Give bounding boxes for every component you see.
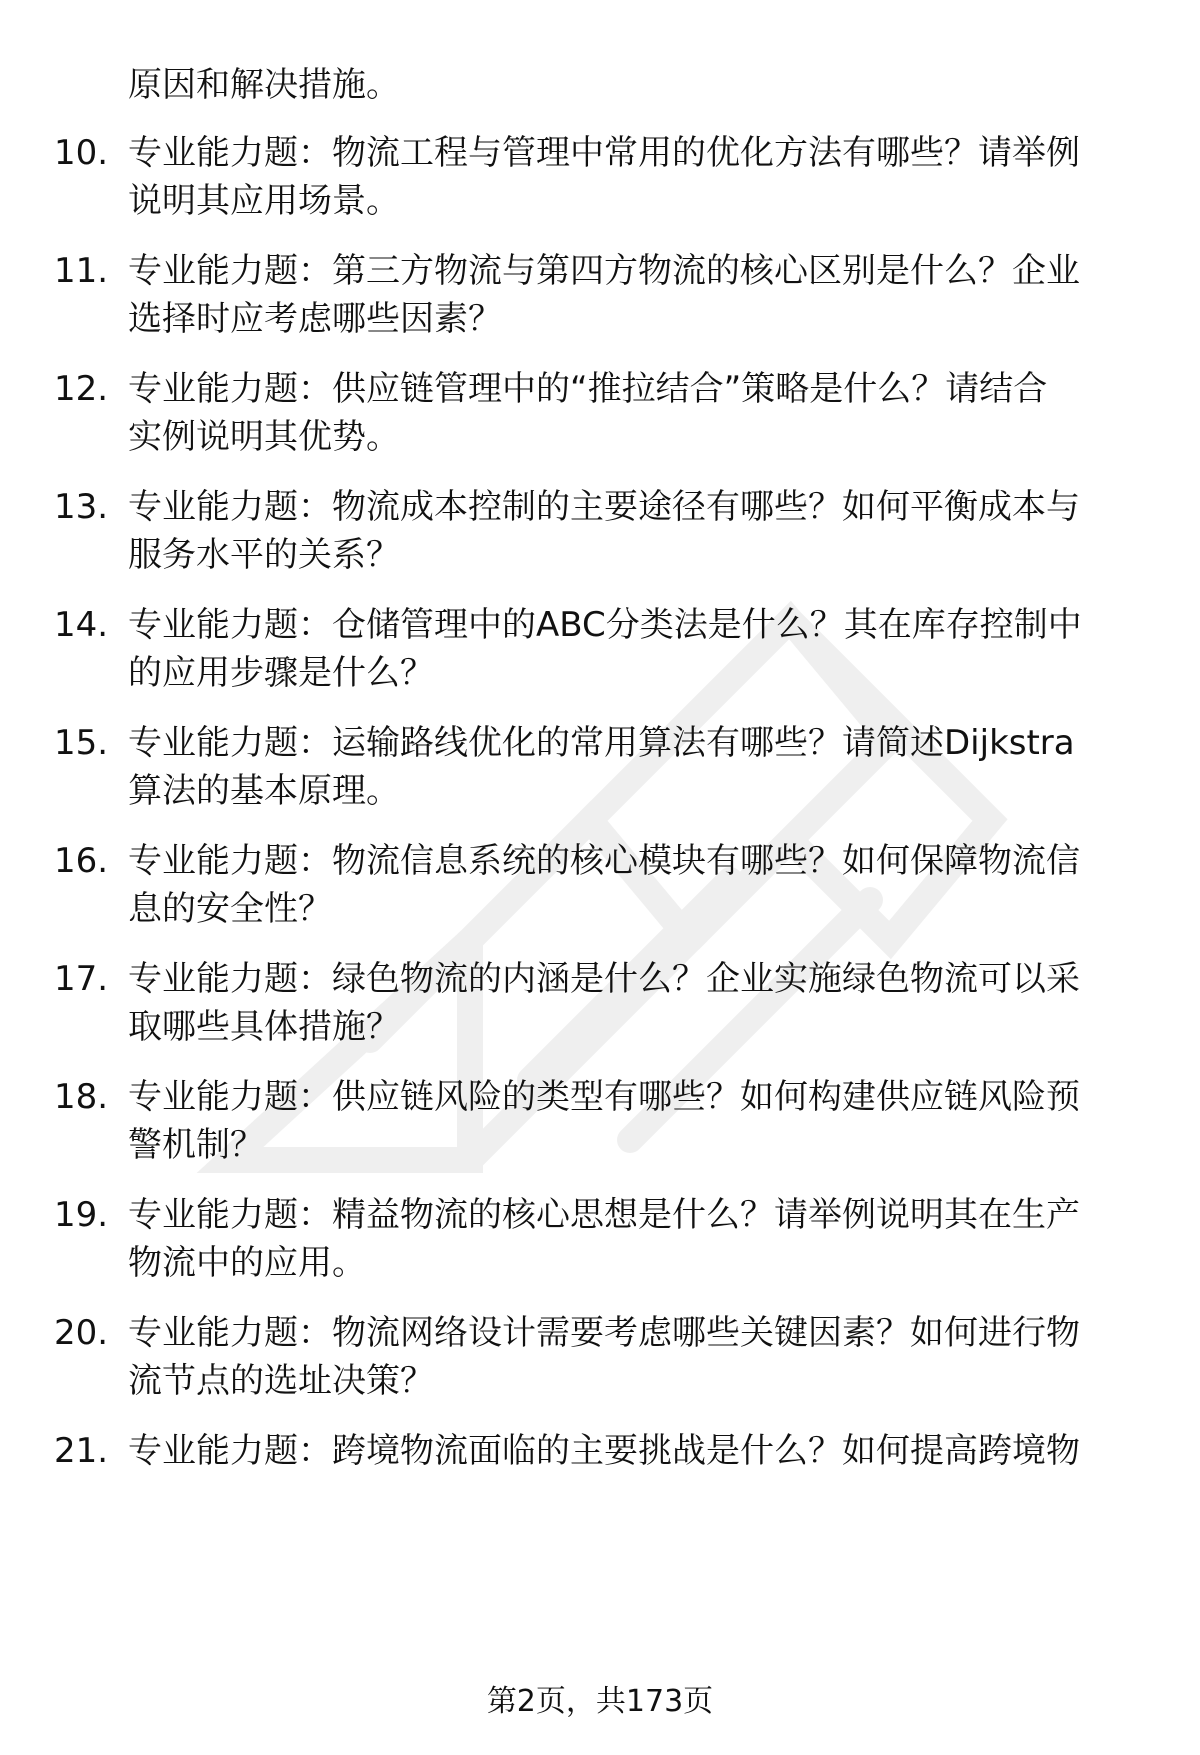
- continuation-text: 原因和解决措施。: [128, 65, 400, 105]
- question-item: [0, 718, 1200, 828]
- question-number: 19.: [54, 1195, 109, 1235]
- question-line: 实例说明其优势。: [128, 417, 400, 457]
- question-line: 说明其应用场景。: [128, 181, 400, 221]
- question-number: 16.: [54, 841, 109, 881]
- question-number: 14.: [54, 605, 109, 645]
- question-item: [0, 1072, 1200, 1182]
- question-line: 专业能力题：精益物流的核心思想是什么？请举例说明其在生产: [128, 1195, 1080, 1235]
- question-line: 专业能力题：物流网络设计需要考虑哪些关键因素？如何进行物: [128, 1313, 1080, 1353]
- question-item: [0, 954, 1200, 1064]
- question-line: 专业能力题：物流成本控制的主要途径有哪些？如何平衡成本与: [128, 487, 1080, 527]
- question-number: 11.: [54, 251, 109, 291]
- question-line: 专业能力题：物流工程与管理中常用的优化方法有哪些？请举例: [128, 133, 1080, 173]
- question-line: 物流中的应用。: [128, 1243, 366, 1283]
- question-line: 专业能力题：物流信息系统的核心模块有哪些？如何保障物流信: [128, 841, 1080, 881]
- question-line: 服务水平的关系？: [128, 535, 400, 575]
- question-number: 10.: [54, 133, 109, 173]
- question-number: 17.: [54, 959, 109, 999]
- question-line: 选择时应考虑哪些因素？: [128, 299, 502, 339]
- page-footer: 第2页，共173页: [486, 1684, 714, 1719]
- question-number: 12.: [54, 369, 109, 409]
- question-line: 流节点的选址决策？: [128, 1361, 434, 1401]
- question-line: 专业能力题：供应链管理中的“推拉结合”策略是什么？请结合: [128, 369, 1048, 409]
- question-item: [0, 600, 1200, 710]
- question-number: 13.: [54, 487, 109, 527]
- question-line: 算法的基本原理。: [128, 771, 400, 811]
- question-line: 专业能力题：跨境物流面临的主要挑战是什么？如何提高跨境物: [128, 1431, 1080, 1471]
- question-item: [0, 246, 1200, 356]
- question-number: 21.: [54, 1431, 109, 1471]
- question-line: 专业能力题：运输路线优化的常用算法有哪些？请简述Dijkstra: [128, 723, 1075, 763]
- question-line: 专业能力题：第三方物流与第四方物流的核心区别是什么？企业: [128, 251, 1080, 291]
- question-line: 取哪些具体措施？: [128, 1007, 400, 1047]
- question-item: [0, 1426, 1200, 1536]
- question-number: 20.: [54, 1313, 109, 1353]
- question-line: 专业能力题：供应链风险的类型有哪些？如何构建供应链风险预: [128, 1077, 1080, 1117]
- question-line: 警机制？: [128, 1125, 264, 1165]
- question-number: 15.: [54, 723, 109, 763]
- question-item: [0, 364, 1200, 474]
- question-item: [0, 836, 1200, 946]
- question-line: 专业能力题：仓储管理中的ABC分类法是什么？其在库存控制中: [128, 605, 1082, 645]
- question-line: 息的安全性？: [128, 889, 332, 929]
- question-item: [0, 1308, 1200, 1418]
- question-item: [0, 1190, 1200, 1300]
- question-line: 专业能力题：绿色物流的内涵是什么？企业实施绿色物流可以采: [128, 959, 1080, 999]
- question-item: [0, 482, 1200, 592]
- question-item: [0, 128, 1200, 238]
- question-line: 的应用步骤是什么？: [128, 653, 434, 693]
- question-number: 18.: [54, 1077, 109, 1117]
